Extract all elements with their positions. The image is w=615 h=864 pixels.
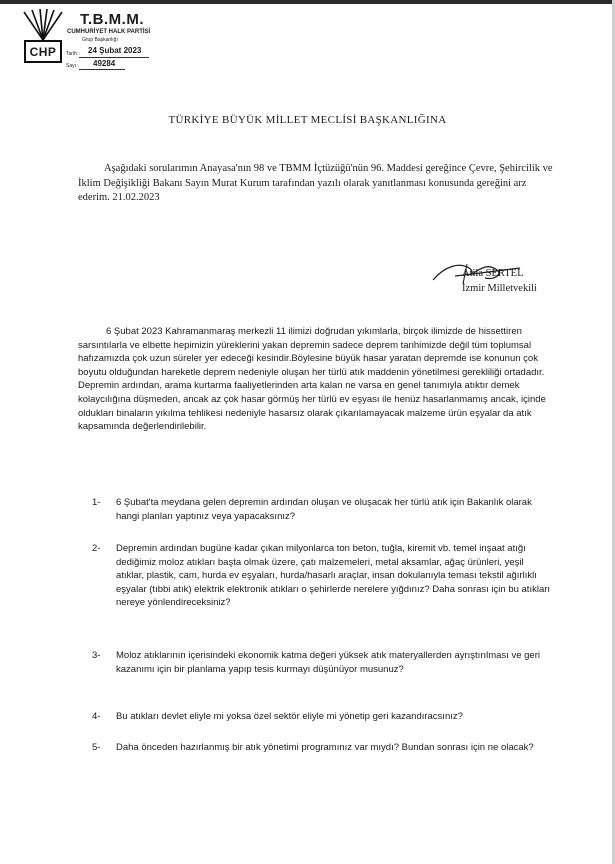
question-item bbox=[92, 710, 554, 724]
body-paragraph: 6 Şubat 2023 Kahramanmaraş merkezli 11 ilimizi doğrudan yıkımlarla, birçok ilimizde de hissettiren sarsıntılarla ve elbette hepimizin yüreklerini yakan depremin sadece deprem tarihimizde değil tüm toplumsal hafızamızda çok uzun süreler yer edeceği kesindir.Böylesine büyük hasar yaratan depremde ise konunun çok boyutu olduğundan hareketle deprem nedeniyle oluşan her türlü atık maddenin yönetilmesi gerekliliği ortadadır. Depremin ardından, arama kurtarma faaliyetlerinden arta kalan ne varsa en genel tanımıyla atıktır demek kolaycılığına düşmeden, ancak az çok hasar görmüş her türlü ev eşyası ile henüz hasarlanmamış ancak, içinde oldukları binaların yıkılma tehlikesi nedeniyle hasarsız olarak çıkarılamayacak malzeme ürün eşyalar da atık kapsamında değerlendirilebilir. bbox=[78, 326, 546, 433]
question-text: Depremin ardından bugüne kadar çıkan milyonlarca ton beton, tuğla, kiremit vb. temel inşaat atığı dediğimiz moloz atıkları başta olmak üzere, çatı malzemeleri, metal aksamlar, ağaç ürünleri, yeşil atıklar, plastik, cam, hurda ev eşyaları, hurda/hasarlı araçlar, insan dokulanıyla teması tekstil ağırlıklı eşyalar (tıbbi atık) elektrik elektronik atıkları o şehirlerde nerelere yığdınız? Daha sonrası için bu atıkları nereye yönlendireceksiniz? bbox=[116, 543, 551, 609]
question-item bbox=[92, 496, 554, 523]
number-underline bbox=[79, 69, 125, 70]
question-number: 4- bbox=[92, 711, 101, 722]
question-number: 1- bbox=[92, 497, 101, 508]
question-number: 5- bbox=[92, 742, 101, 753]
date-label: Tarih : bbox=[66, 51, 80, 57]
question-text: Bu atıkları devlet eliyle mi yoksa özel sektör eliyle mi yönetip geri kazandıracsınız? bbox=[116, 711, 463, 722]
intro-paragraph: Aşağıdaki sorularımın Anayasa'nın 98 ve TBMM İçtüzüğü'nün 96. Maddesi gereğince Çevre, Şehircilik ve İklim Değişikliği Bakanı Sayın Murat Kurum tarafından yazılı olarak yanıtlanması konusunda gereğini arz ederim. 21.02.2023 bbox=[78, 163, 553, 203]
question-item bbox=[92, 542, 554, 610]
question-item bbox=[92, 741, 554, 755]
question-item bbox=[92, 649, 554, 676]
signer-name: Atila SERTEL bbox=[462, 268, 524, 279]
number-value: 49284 bbox=[93, 59, 116, 68]
date-underline bbox=[79, 57, 149, 58]
signer-title: İzmir Milletvekili bbox=[462, 283, 537, 294]
question-text: Daha önceden hazırlanmış bir atık yönetimi programınız var mıydı? Bundan sonrası için ne olacak? bbox=[116, 742, 534, 753]
party-name: CUMHURİYET HALK PARTİSİ bbox=[67, 29, 151, 35]
scan-top-edge bbox=[0, 0, 615, 4]
question-text: 6 Şubat'ta meydana gelen depremin ardından oluşan ve oluşacak her türlü atık için Bakanlık olarak hangi planları yaptınız veya yapacaksınız? bbox=[116, 497, 532, 522]
date-value: 24 Şubat 2023 bbox=[88, 46, 142, 55]
question-number: 3- bbox=[92, 650, 101, 661]
question-number: 2- bbox=[92, 543, 101, 554]
question-text: Moloz atıklarının içerisindeki ekonomik katma değeri yüksek atık materyallerden ayrıştırılması ve geri kazanımı için bir planlama yapıp tesis kurmayı düşünüyor musunuz? bbox=[116, 650, 540, 675]
chp-six-arrows-icon bbox=[20, 8, 66, 42]
group-name: Grup Başkanlığı bbox=[82, 37, 118, 43]
tbmm-heading: T.B.M.M. bbox=[80, 11, 144, 28]
number-label: Sayı : bbox=[66, 63, 79, 69]
document-title: TÜRKİYE BÜYÜK MİLLET MECLİSİ BAŞKANLIĞINA bbox=[168, 114, 447, 126]
chp-logo: CHP bbox=[24, 40, 62, 63]
